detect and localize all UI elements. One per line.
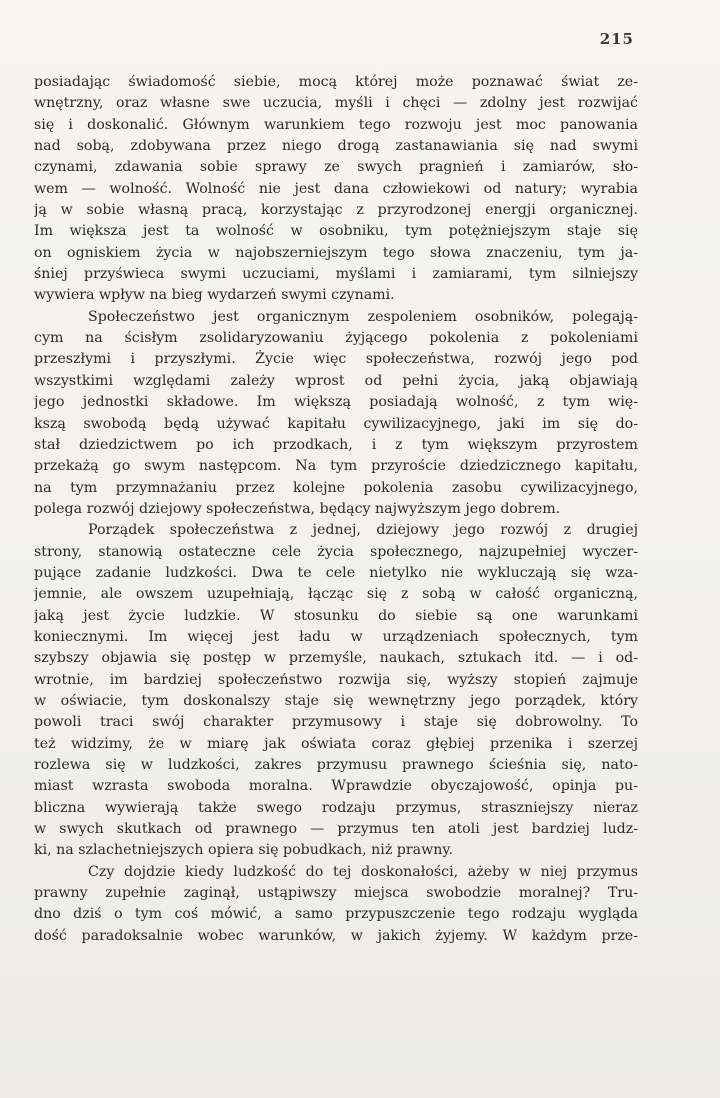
text-line: też widzimy, że w miarę jak oświata coraz głębiej przenika i szerzej [34, 735, 638, 752]
text-line: stał dziedzictwem po ich przodkach, i z tym większym przyrostem [34, 436, 638, 453]
text-line: strony, stanowią ostateczne cele życia społecznego, najzupełniej wyczer- [34, 543, 638, 560]
text-line: miast wzrasta swoboda moralna. Wprawdzie obyczajowość, opinja pu- [34, 778, 638, 795]
text-line: Społeczeństwo jest organicznym zespoleniem osobników, polegają- [88, 308, 638, 325]
text-line: jemnie, ale owszem uzupełniają, łącząc się z sobą w całość organiczną, [34, 586, 638, 603]
paragraph-2 [34, 307, 638, 520]
text-line: w oświacie, tym doskonalszy staje się wewnętrzny jego porządek, który [34, 692, 638, 709]
text-line: dno dziś o tym coś mówić, a samo przypuszczenie tego rodzaju wygląda [34, 906, 638, 923]
text-line: on ogniskiem życia w najobszerniejszym tego słowa znaczeniu, tym ja- [34, 244, 638, 261]
text-line: dość paradoksalnie wobec warunków, w jakich żyjemy. W każdym prze- [34, 927, 638, 944]
paragraph-3 [34, 520, 638, 862]
page-number: 215 [599, 30, 634, 48]
text-line: cym na ścisłym zsolidaryzowaniu żyjącego pokolenia z pokoleniami [34, 330, 638, 347]
text-line: ki, na szlachetniejszych opiera się pobudkach, niż prawny. [34, 842, 454, 859]
text-line: koniecznymi. Im więcej jest ładu w urządzeniach społecznych, tym [34, 628, 638, 645]
paragraph-1 [34, 72, 638, 307]
text-line: w swych skutkach od prawnego — przymus ten atoli jest bardziej ludz- [34, 821, 638, 838]
text-line: nad sobą, zdobywana przez niego drogą zastanawiania się nad swymi [34, 138, 638, 155]
text-line: Im większa jest ta wolność w osobniku, tym potężniejszym staje się [34, 223, 638, 240]
text-line: Czy dojdzie kiedy ludzkość do tej doskonałości, ażeby w niej przymus [88, 863, 638, 880]
text-line: czynami, zdawania sobie sprawy ze swych pragnień i zamiarów, sło- [34, 159, 638, 176]
text-line: kszą swobodą będą używać kapitału cywilizacyjnego, jaki im się do- [34, 415, 638, 432]
text-line: powoli traci swój charakter przymusowy i staje się dobrowolny. To [34, 714, 638, 731]
text-line: bliczna wywierają także swego rodzaju przymus, straszniejszy nieraz [34, 799, 638, 816]
text-line: pujące zadanie ludzkości. Dwa te cele nietylko nie wykluczają się wza- [34, 564, 638, 581]
text-line: wnętrzny, oraz własne swe uczucia, myśli i chęci — zdolny jest rozwijać [34, 95, 638, 112]
text-line: wszystkimi względami zależy wprost od pełni życia, jaką objawiają [34, 372, 638, 389]
text-line: szybszy objawia się postęp w przemyśle, naukach, sztukach itd. — i od- [34, 650, 638, 667]
text-line: rozlewa się w ludzkości, zakres przymusu prawnego ścieśnia się, nato- [34, 757, 638, 773]
text-line: śniej przyświeca swymi uczuciami, myślami i zamiarami, tym silniejszy [34, 266, 638, 283]
text-line: jego jednostki składowe. Im większą posiadają wolność, z tym wię- [34, 394, 638, 411]
text-line: ją w sobie własną pracą, korzystając z przyrodzonej energji organicznej. [34, 202, 638, 219]
text-line: prawny zupełnie zaginął, ustąpiwszy miejsca swobodzie moralnej? Tru- [34, 885, 638, 902]
text-line: się i doskonalić. Głównym warunkiem tego rozwoju jest moc panowania [34, 116, 638, 133]
text-line: wywiera wpływ na bieg wydarzeń swymi czynami. [34, 287, 395, 304]
text-line: Porządek społeczeństwa z jednej, dziejowy jego rozwój z drugiej [88, 522, 638, 539]
paragraph-4 [34, 862, 638, 947]
text-line: wem — wolność. Wolność nie jest dana człowiekowi od natury; wyrabia [34, 180, 638, 197]
text-line: posiadając świadomość siebie, mocą której może poznawać świat ze- [34, 74, 638, 90]
text-line: przekażą go swym następcom. Na tym przyroście dziedzicznego kapitału, [34, 458, 638, 475]
text-line: przeszłymi i przyszłymi. Życie więc społeczeństwa, rozwój jego pod [34, 351, 638, 368]
text-line: polega rozwój dziejowy społeczeństwa, będący najwyższym jego dobrem. [34, 500, 561, 517]
body-text [34, 72, 638, 947]
text-line: jaką jest życie ludzkie. W stosunku do siebie są one warunkami [34, 607, 638, 624]
text-line: wrotnie, im bardziej społeczeństwo rozwija się, wyższy stopień zajmuje [34, 671, 638, 688]
text-line: na tym przymnażaniu przez kolejne pokolenia zasobu cywilizacyjnego, [34, 479, 638, 496]
